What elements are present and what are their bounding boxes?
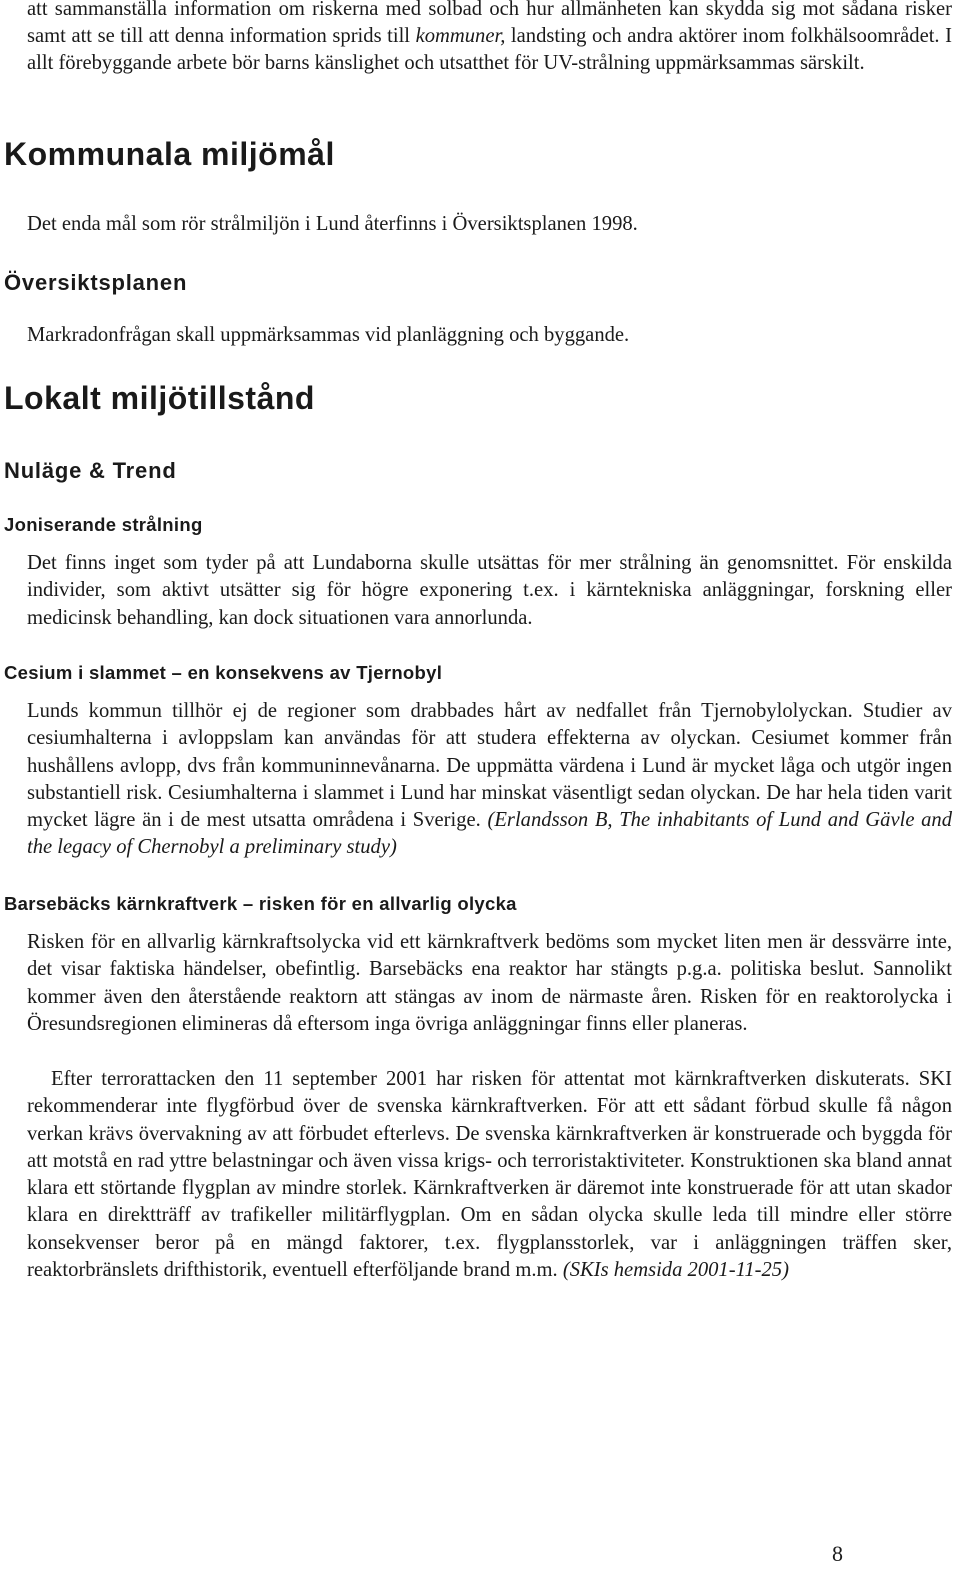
- intro-paragraph: [27, 0, 952, 77]
- heading-cesium: Cesium i slammet – en konsekvens av Tjernobyl: [4, 662, 443, 683]
- heading-oversiktsplanen: Översiktsplanen: [4, 270, 188, 295]
- heading-barseback: Barsebäcks kärnkraftverk – risken för en allvarlig olycka: [4, 893, 517, 914]
- cesium-text: Lunds kommun tillhör ej de regioner som drabbades hårt av nedfallet från Tjernobylolyckan. Studier av cesiumhalterna i avloppslam kan användas för att studera effekterna av olyckan. Cesiumet kommer från hushållens avlopp, dvs från kommuninnevånarna. De uppmätta värdena i Lund är mycket låga och utgör ingen substantiell risk. Cesiumhalterna i slammet i Lund har minskat väsentligt sedan olyckan. De har hela tiden varit mycket lägre än i de mest utsatta områdena i Sverige.: [27, 700, 952, 832]
- intro-text-before: att sammanställa information om riskerna med solbad och hur allmänheten kan skydda sig mot sådana risker samt att se till att denna information sprids till: [27, 0, 952, 47]
- paragraph-barseback-1: Risken för en allvarlig kärnkraftsolycka vid ett kärnkraftverk bedöms som mycket liten men är dessvärre inte, det visar faktiska händelser, obefintlig. Barsebäcks ena reaktor har stängts p.g.a. politiska beslut. Sannolikt kommer även den återstående reaktorn att stängas av inom de närmaste åren. Risken för en reaktorolycka i Öresundsregionen elimineras då eftersom inga övriga anläggningar finns eller planeras.: [27, 931, 952, 1035]
- intro-italic-text: kommuner,: [415, 25, 506, 47]
- cesium-reference: (Erlandsson B, The inhabitants of Lund and Gävle and the legacy of Chernobyl a preliminary study): [27, 809, 952, 859]
- heading-nulage-trend: Nuläge & Trend: [4, 458, 177, 483]
- heading-kommunala-miljomal: Kommunala miljömål: [4, 136, 335, 172]
- heading-lokalt-miljotillstand: Lokalt miljötillstånd: [4, 380, 315, 416]
- paragraph-oversiktsplanen: Markradonfrågan skall uppmärksammas vid planläggning och byggande.: [27, 324, 630, 346]
- barseback-reference: (SKIs hemsida 2001-11-25): [562, 1259, 789, 1282]
- intro-text-after: landsting och andra aktörer inom folkhälsoområdet. I allt förebyggande arbete bör barns känslighet och utsatthet för UV-strålning uppmärksammas särskilt.: [27, 25, 952, 74]
- paragraph-cesium: [27, 698, 952, 862]
- page-number: 8: [832, 1541, 843, 1566]
- barseback-text-2: Efter terrorattacken den 11 september 2001 har risken för attentat mot kärnkraftverken diskuterats. SKI rekommenderar inte flygförbud över de svenska kärnkraftverken. För att ett sådant förbud skulle få någon verkan krävs övervakning av att förbudet efterlevs. De svenska kärnkraftverken är konstruerade och byggda för att motstå en rad yttre belastningar och även vissa krigs- och terroristaktiviteter. Konstruktionen ska bland annat klara ett störtande flygplan av mindre storlek. Kärnkraftverken är däremot inte konstruerade för att utan skador klara en direktträff av trafikeller militärflygplan. Om en sådan olycka skulle leda till mindre eller större konsekvenser beror på en mängd faktorer, t.ex. flygplansstorlek, var i anläggningen träffen sker, reaktorbränslets drifthistorik, eventuell efterföljande brand m.m.: [27, 1068, 952, 1282]
- paragraph-joniserande: Det finns inget som tyder på att Lundaborna skulle utsättas för mer strålning än genomsnittet. För enskilda individer, som aktivt utsätter sig för högre exponering t.ex. i kärntekniska anläggningar, forskning eller medicinsk behandling, kan dock situationen vara annorlunda.: [27, 552, 952, 629]
- paragraph-barseback-2: [27, 1066, 952, 1284]
- paragraph-kommunala: Det enda mål som rör strålmiljön i Lund återfinns i Översiktsplanen 1998.: [27, 213, 638, 235]
- heading-joniserande-stralning: Joniserande strålning: [4, 514, 203, 535]
